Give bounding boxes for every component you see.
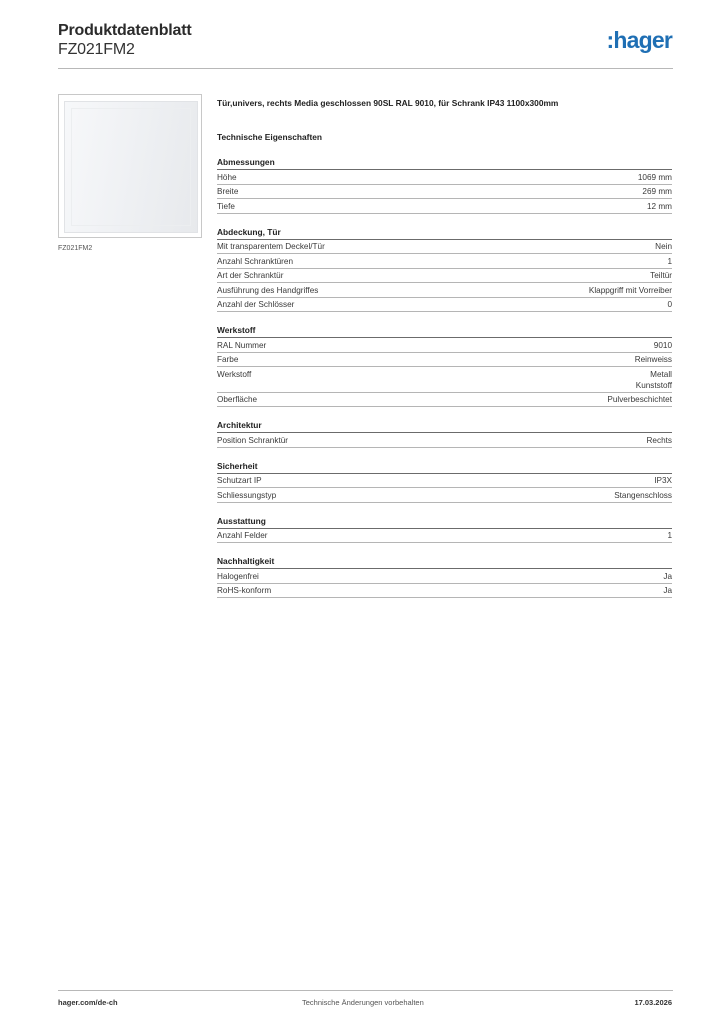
property-row bbox=[217, 254, 672, 269]
technical-properties-heading: Technische Eigenschaften bbox=[217, 132, 323, 142]
section-title: Ausstattung bbox=[217, 515, 672, 529]
property-row bbox=[217, 240, 672, 255]
property-value: 9010 bbox=[653, 340, 672, 350]
property-label: Halogenfrei bbox=[217, 571, 259, 581]
property-label: Oberfläche bbox=[217, 395, 258, 404]
property-row bbox=[217, 433, 672, 448]
property-label: Schliessungstyp bbox=[217, 490, 277, 500]
property-label: Position Schranktür bbox=[217, 435, 288, 445]
property-label: Mit transparentem Deckel/Tür bbox=[217, 242, 325, 251]
property-row bbox=[217, 338, 672, 353]
footer-divider bbox=[58, 990, 673, 991]
property-label: Farbe bbox=[217, 355, 239, 364]
property-value: Pulverbeschichtet bbox=[607, 395, 672, 404]
door-panel-frame bbox=[71, 108, 191, 226]
hager-logo: :hager bbox=[606, 27, 672, 53]
property-value: 1069 mm bbox=[637, 172, 672, 182]
page-header bbox=[58, 20, 673, 70]
property-section bbox=[217, 324, 672, 407]
property-value: 0 bbox=[667, 300, 672, 309]
product-description: Tür,univers, rechts Media geschlossen 90SL RAL 9010, für Schrank IP43 1100x300mm bbox=[217, 98, 559, 108]
property-value: Rechts bbox=[646, 435, 672, 445]
property-row bbox=[217, 199, 672, 214]
property-section bbox=[217, 419, 672, 448]
door-panel-illustration bbox=[64, 101, 198, 233]
product-details bbox=[217, 96, 672, 598]
property-label: Anzahl der Schlösser bbox=[217, 300, 295, 309]
property-row bbox=[217, 269, 672, 284]
property-value: Reinweiss bbox=[634, 355, 672, 364]
property-label: Anzahl Schranktüren bbox=[217, 256, 294, 266]
footer-date: 17.03.2026 bbox=[634, 998, 672, 1007]
property-label: Tiefe bbox=[217, 201, 235, 211]
property-section bbox=[217, 460, 672, 503]
section-title: Abmessungen bbox=[217, 156, 672, 170]
property-value: 269 mm bbox=[642, 187, 672, 196]
property-row bbox=[217, 185, 672, 200]
property-section bbox=[217, 515, 672, 544]
section-title: Werkstoff bbox=[217, 324, 672, 338]
document-title: Produktdatenblatt bbox=[58, 22, 192, 39]
property-row bbox=[217, 393, 672, 408]
image-caption: FZ021FM2 bbox=[58, 245, 93, 252]
property-label: Höhe bbox=[217, 172, 237, 182]
property-row bbox=[217, 283, 672, 298]
property-value: 1 bbox=[667, 256, 672, 266]
property-row bbox=[217, 353, 672, 368]
section-title: Abdeckung, Tür bbox=[217, 226, 672, 240]
section-title: Nachhaltigkeit bbox=[217, 555, 672, 569]
property-value: Metall Kunststoff bbox=[635, 369, 672, 390]
property-section bbox=[217, 156, 672, 214]
property-value: 1 bbox=[667, 531, 672, 540]
property-value: Nein bbox=[655, 242, 672, 251]
property-row bbox=[217, 474, 672, 489]
property-section bbox=[217, 555, 672, 598]
section-title: Sicherheit bbox=[217, 460, 672, 474]
property-row bbox=[217, 584, 672, 599]
property-row bbox=[217, 298, 672, 313]
header-divider bbox=[58, 68, 673, 69]
property-label: Schutzart IP bbox=[217, 476, 262, 485]
property-label: Art der Schranktür bbox=[217, 271, 284, 280]
property-row bbox=[217, 170, 672, 185]
product-image bbox=[58, 94, 202, 238]
property-value: Teiltür bbox=[650, 271, 672, 280]
property-row bbox=[217, 529, 672, 544]
section-title: Architektur bbox=[217, 419, 672, 433]
property-label: Ausführung des Handgriffes bbox=[217, 285, 319, 295]
property-label: Anzahl Felder bbox=[217, 531, 268, 540]
property-section bbox=[217, 226, 672, 313]
property-value: 12 mm bbox=[646, 201, 672, 211]
property-row bbox=[217, 367, 672, 393]
footer-website: hager.com/de-ch bbox=[58, 998, 118, 1007]
footer-notice: Technische Änderungen vorbehalten bbox=[302, 998, 424, 1007]
property-value: IP3X bbox=[654, 476, 672, 485]
property-value: Ja bbox=[663, 571, 672, 581]
property-value: Klappgriff mit Vorreiber bbox=[588, 285, 672, 295]
property-value: Stangenschloss bbox=[614, 490, 672, 500]
property-label: RAL Nummer bbox=[217, 340, 267, 350]
property-row bbox=[217, 569, 672, 584]
property-value: Ja bbox=[663, 586, 672, 595]
property-row bbox=[217, 488, 672, 503]
property-label: Breite bbox=[217, 187, 239, 196]
product-code: FZ021FM2 bbox=[58, 41, 135, 58]
property-label: Werkstoff bbox=[217, 369, 252, 379]
property-label: RoHS-konform bbox=[217, 586, 272, 595]
property-sections bbox=[217, 156, 672, 598]
